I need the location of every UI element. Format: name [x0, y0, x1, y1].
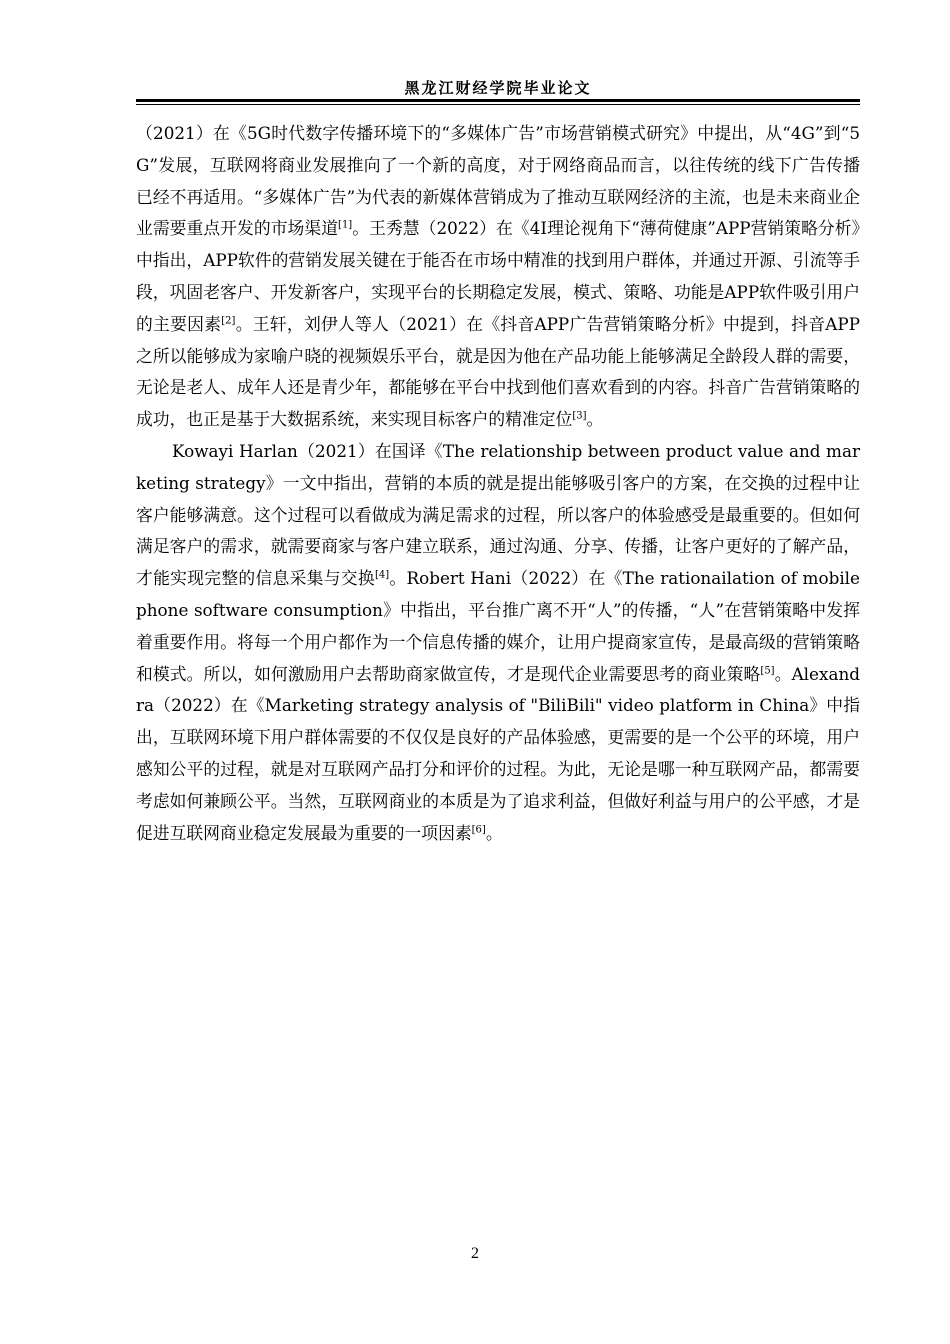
header-rule-thick — [136, 99, 860, 102]
text-run: 。Robert Hani（2022）在《The rationailation of mobile phone software consumption》中指出，平台推广离不开“人”的传播，“人”在营销策略中发挥着重要作用。将每一个用户都作为一个信息传播的媒介，让用户提商家宣传，是最高级的营销策略和模式。所以，如何激励用户去帮助商家做宣传，才是现代企业需要思考的商业策略 — [136, 568, 860, 684]
body-text — [136, 118, 860, 849]
citation-ref: [6] — [471, 823, 486, 835]
text-run: （2021）在《5G时代数字传播环境下的“多媒体广告”市场营销模式研究》中提出，从“4G”到“5G”发展，互联网将商业发展推向了一个新的高度，对于网络商品而言，以往传统的线下广告传播已经不再适用。“多媒体广告”为代表的新媒体营销成为了推动互联网经济的主流，也是未来商业企业需要重点开发的市场渠道 — [136, 123, 860, 239]
paragraph-1 — [136, 118, 860, 436]
citation-ref: [4] — [374, 569, 390, 581]
text-run: 。王轩，刘伊人等人（2021）在《抖音APP广告营销策略分析》中提到，抖音APP之所以能够成为家喻户晓的视频娱乐平台，就是因为他在产品功能上能够满足全龄段人群的需要，无论是老人、成年人还是青少年，都能够在平台中找到他们喜欢看到的内容。抖音广告营销策略的成功，也正是基于大数据系统，来实现目标客户的精准定位 — [136, 313, 860, 430]
text-run: 。王秀慧（2022）在《4I理论视角下“薄荷健康”APP营销策略分析》中指出，APP软件的营销发展关键在于能否在市场中精准的找到用户群体，并通过开源、引流等手段，巩固老客户、开发新客户，实现平台的长期稳定发展，模式、策略、功能是APP软件吸引用户的主要因素 — [136, 218, 860, 334]
paragraph-2 — [136, 436, 860, 849]
citation-ref: [2] — [221, 315, 236, 327]
header-rule-thin — [136, 104, 860, 105]
citation-ref: [1] — [338, 219, 353, 231]
text-run: 。 — [586, 409, 604, 430]
citation-ref: [5] — [760, 664, 775, 676]
page-header-title: 黑龙江财经学院毕业论文 — [404, 79, 592, 97]
text-run: Kowayi Harlan（2021）在国译《The relationship between product value and marketing strategy》一文中指出，营销的本质的就是提出能够吸引客户的方案，在交换的过程中让客户能够满意。这个过程可以看做成为满足需求的过程，所以客户的体验感受是最重要的。但如何满足客户的需求，就需要商家与客户建立联系，通过沟通、分享、传播，让客户更好的了解产品，才能实现完整的信息采集与交换 — [136, 440, 860, 589]
text-run: 。 — [485, 822, 503, 843]
citation-ref: [3] — [572, 410, 587, 422]
text-run: 。Alexandra（2022）在《Marketing strategy analysis of "BiliBili" video platform in China》中指出，互联网环境下用户群体需要的不仅仅是良好的产品体验感，更需要的是一个公平的环境，用户感知公平的过程，就是对互联网产品打分和评价的过程。为此，无论是哪一种互联网产品，都需要考虑如何兼顾公平。当然，互联网商业的本质是为了追求利益，但做好利益与用户的公平感，才是促进互联网商业稳定发展最为重要的一项因素 — [136, 663, 861, 843]
page-number: 2 — [471, 1245, 479, 1262]
